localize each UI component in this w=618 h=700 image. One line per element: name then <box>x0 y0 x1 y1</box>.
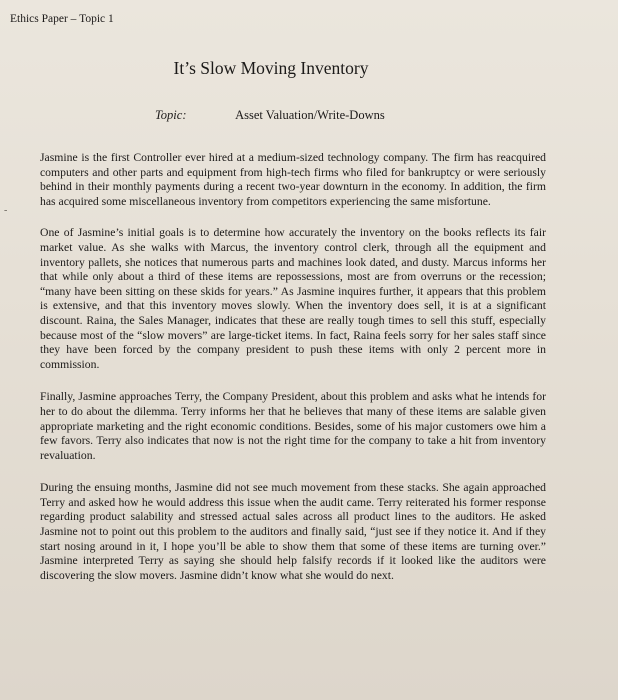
margin-dash-mark: - <box>4 205 8 216</box>
document-title: It’s Slow Moving Inventory <box>173 58 369 78</box>
topic-label: Topic: <box>155 108 187 122</box>
paragraph-2: One of Jasmine’s initial goals is to determine how accurately the inventory on the books reflects its fair market value. As she walks with Marcus, the inventory control clerk, through all the equipment and inventory pallets, she notices that numerous parts and machines look dated, and dusty. Marcus informs her that while only about a third of these items are repossessions, most are from overruns or the recession; “many have been sitting on these skids for years.” As Jasmine inquires further, it appears that this problem is extensive, and that this inventory moves slowly. When the inventory does sell, it is at a significant discount. Raina, the Sales Manager, indicates that these are really tough times to sell this stuff, especially because most of the “slow movers” are large-ticket items. In fact, Raina feels sorry for her sales staff since they have been forced by the company president to push these items with only 2 percent more in commission. <box>40 226 546 371</box>
paragraph-3: Finally, Jasmine approaches Terry, the Company President, about this problem and asks what he intends for her to do about the dilemma. Terry informs her that he believes that many of these items are salable given appropriate marketing and the right economic conditions. Besides, some of his major customers owe him a few favors. Terry also indicates that now is not the right time for the company to take a hit from inventory revaluation. <box>40 390 546 462</box>
topic-value: Asset Valuation/Write-Downs <box>235 108 385 122</box>
topic-row <box>155 108 385 123</box>
document-body <box>40 151 546 600</box>
page-header-label: Ethics Paper – Topic 1 <box>10 13 114 25</box>
paragraph-1: Jasmine is the first Controller ever hired at a medium-sized technology company. The firm has reacquired computers and other parts and equipment from high-tech firms who filed for bankruptcy or were seriously behind in their monthly payments during a recent two-year downturn in the economy. In addition, the firm has acquired some miscellaneous inventory from competitors experiencing the same misfortune. <box>40 151 546 208</box>
paragraph-4: During the ensuing months, Jasmine did not see much movement from these stacks. She again approached Terry and asked how he would address this issue when the audit came. Terry reiterated his former response regarding product salability and stressed actual sales across all product lines to the auditors. He asked Jasmine not to point out this problem to the auditors and finally said, “just see if they notice it. And if they start nosing around in it, I hope you’ll be able to show them that some of these items are turning over.” Jasmine interpreted Terry as saying she should help falsify records if it looked like the auditors were discovering the slow movers. Jasmine didn’t know what she would do next. <box>40 481 546 582</box>
